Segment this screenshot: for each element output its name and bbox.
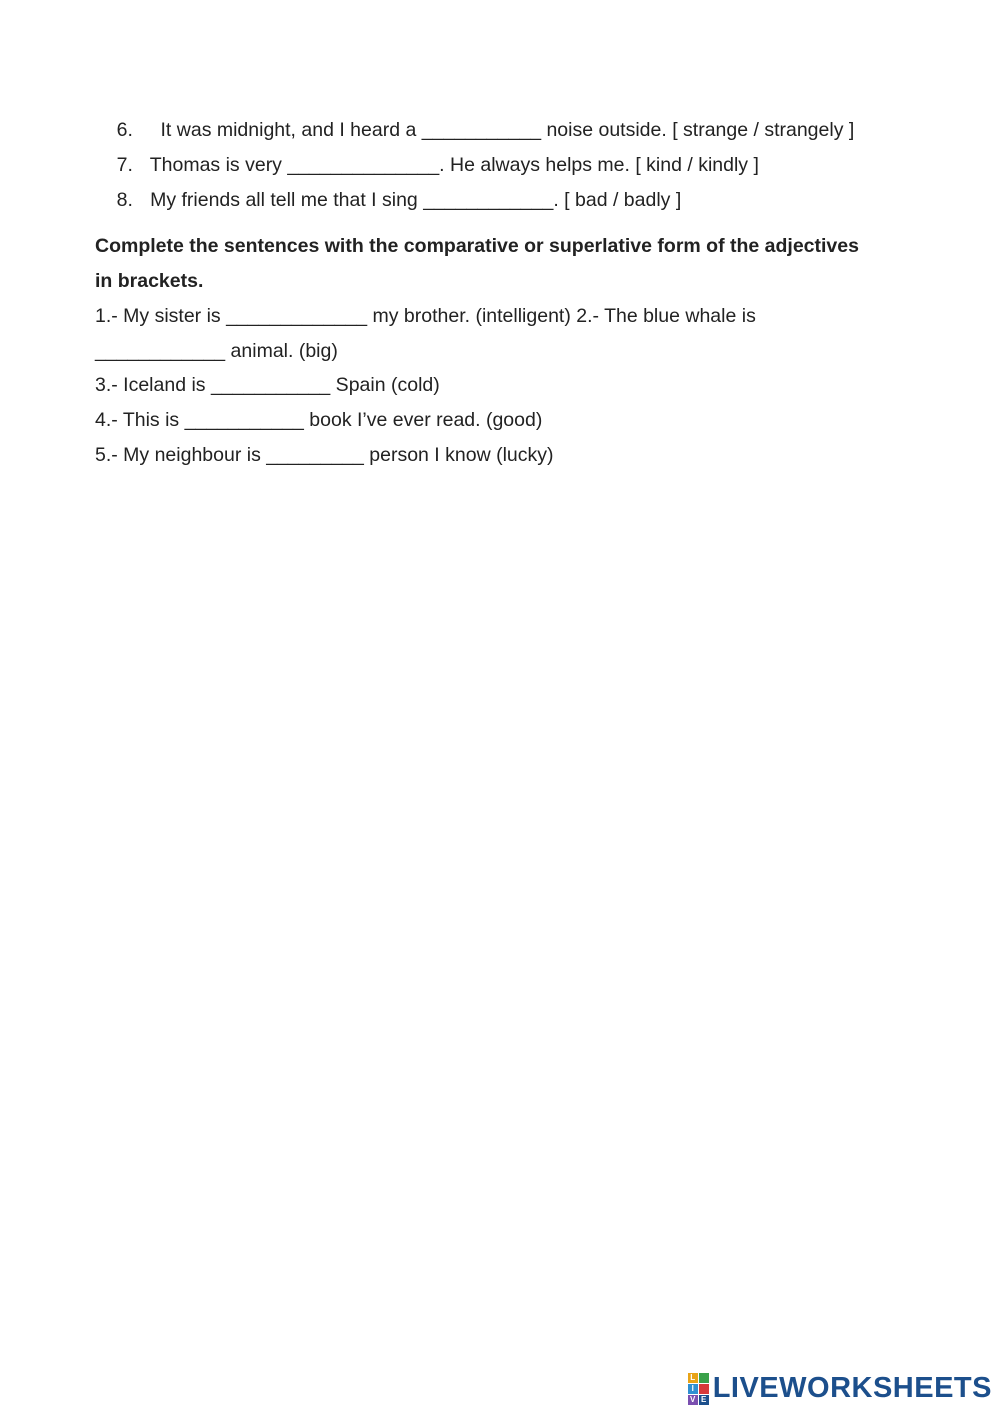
logo-text: LIVEWORKSHEETS (712, 1372, 992, 1404)
exercise-line: 5.- My neighbour is _________ person I know (lucky) (95, 444, 554, 466)
liveworksheets-logo (688, 1372, 992, 1405)
item-number: 7. (116, 154, 133, 176)
item-text: Thomas is very ______________. He always helps me. [ kind / kindly ] (144, 154, 759, 176)
item-number: 8. (116, 189, 133, 211)
item-number: 6. (116, 119, 133, 141)
exercise-line: ____________ animal. (big) (95, 340, 338, 362)
item-text: It was midnight, and I heard a ___________ noise outside. [ strange / strangely ] (149, 119, 855, 141)
logo-icon: L I V E (688, 1373, 709, 1405)
exercise-line: 1.- My sister is _____________ my brother. (intelligent) 2.- The blue whale is (95, 305, 756, 327)
item-text: My friends all tell me that I sing ____________. [ bad / badly ] (144, 189, 682, 211)
instruction-heading-continued: in brackets. (95, 270, 204, 292)
exercise-item-8 (95, 164, 681, 236)
instruction-heading: Complete the sentences with the comparative or superlative form of the adjectives (95, 235, 859, 257)
exercise-line: 3.- Iceland is ___________ Spain (cold) (95, 374, 440, 396)
exercise-line: 4.- This is ___________ book I’ve ever read. (good) (95, 409, 543, 431)
